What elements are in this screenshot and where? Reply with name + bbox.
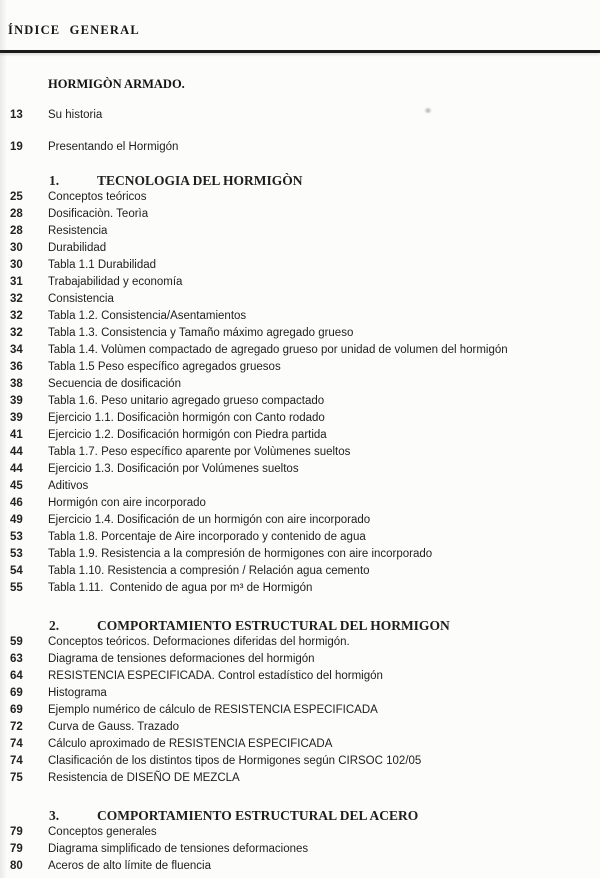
- entry-title: Resistencia de DISEÑO DE MEZCLA: [48, 772, 240, 784]
- toc-entry: [10, 824, 592, 841]
- toc-entry: [10, 393, 592, 410]
- page-number: 55: [10, 582, 23, 594]
- entry-title: Trabajabilidad y economía: [48, 276, 183, 288]
- page-number: 80: [10, 860, 23, 872]
- page-number: 64: [10, 670, 23, 682]
- page-number: 36: [10, 361, 23, 373]
- entry-title: Hormigón con aire incorporado: [48, 497, 206, 509]
- entry-title: Tabla 1.4. Volùmen compactado de agregado grueso por unidad de volumen del hormigón: [48, 344, 508, 356]
- entry-title: Tabla 1.11. Contenido de agua por m³ de Hormigón: [48, 582, 313, 594]
- toc-entry: [10, 702, 592, 719]
- page-number: 32: [10, 310, 23, 322]
- toc-entry: [10, 189, 592, 206]
- toc-entry: [10, 858, 592, 875]
- page-number: 45: [10, 480, 23, 492]
- page-number: 53: [10, 531, 23, 543]
- toc-entry: [10, 841, 592, 858]
- entry-title: Tabla 1.8. Porcentaje de Aire incorporado y contenido de agua: [48, 531, 366, 543]
- entry-title: Ejercicio 1.4. Dosificación de un hormigón con aire incorporado: [48, 514, 371, 526]
- toc-entry: [10, 206, 592, 223]
- entry-title: Conceptos teóricos: [48, 191, 147, 203]
- toc-entry: [10, 512, 592, 529]
- toc-entry: [10, 240, 592, 257]
- page-number: 34: [10, 344, 23, 356]
- entry-title: Su historia: [48, 109, 103, 121]
- page-number: 38: [10, 378, 23, 390]
- toc-entry: [10, 291, 592, 308]
- toc-entry: [10, 342, 592, 359]
- toc-entry: [10, 563, 592, 580]
- page-number: 75: [10, 772, 23, 784]
- page-number: 46: [10, 497, 23, 509]
- page-number: 31: [10, 276, 23, 288]
- toc: [0, 77, 600, 875]
- entry-title: Ejemplo numérico de cálculo de RESISTENCIA ESPECIFICADA: [48, 704, 378, 716]
- toc-entry: [10, 325, 592, 342]
- chapter-heading: [10, 617, 592, 634]
- page-number: 13: [10, 109, 23, 121]
- page-number: 28: [10, 208, 23, 220]
- entry-title: Aceros de alto límite de fluencia: [48, 860, 212, 872]
- toc-entry: [10, 634, 592, 651]
- page-header: [0, 0, 600, 38]
- toc-entry: [10, 736, 592, 753]
- page-number: 74: [10, 755, 23, 767]
- toc-entry: [10, 651, 592, 668]
- chapter-block: [10, 807, 592, 875]
- page-number: 69: [10, 704, 23, 716]
- toc-entry: [10, 770, 592, 787]
- chapter-number: 1.: [49, 173, 60, 188]
- entry-title: Tabla 1.2. Consistencia/Asentamientos: [48, 310, 247, 322]
- toc-entry: [10, 753, 592, 770]
- page-number: 79: [10, 843, 23, 855]
- entry-title: Durabilidad: [48, 242, 107, 254]
- entry-title: Consistencia: [48, 293, 114, 305]
- entry-title: Diagrama simplificado de tensiones deformaciones: [48, 843, 309, 855]
- page-number: 54: [10, 565, 23, 577]
- entry-title: Histograma: [48, 687, 107, 699]
- chapter-number: 3.: [49, 808, 60, 823]
- toc-entry: [10, 478, 592, 495]
- toc-entry: [10, 359, 592, 376]
- entry-title: Curva de Gauss. Trazado: [48, 721, 180, 733]
- entry-title: Tabla 1.9. Resistencia a la compresión de hormigones con aire incorporado: [48, 548, 433, 560]
- page-number: 49: [10, 514, 23, 526]
- toc-entry: [10, 139, 592, 156]
- chapter-block: [10, 617, 592, 787]
- page-number: 32: [10, 293, 23, 305]
- toc-entry: [10, 376, 592, 393]
- toc-entry: [10, 495, 592, 512]
- toc-entry: [10, 685, 592, 702]
- toc-entries: [10, 107, 592, 875]
- entry-title: Tabla 1.7. Peso específico aparente por Volùmenes sueltos: [48, 446, 351, 458]
- page-number: 74: [10, 738, 23, 750]
- entry-title: Tabla 1.3. Consistencia y Tamaño máximo agregado grueso: [48, 327, 354, 339]
- toc-entry: [10, 274, 592, 291]
- chapter-heading: [10, 172, 592, 189]
- page-number: 39: [10, 395, 23, 407]
- toc-entry: [10, 529, 592, 546]
- entry-title: Conceptos teóricos. Deformaciones diferidas del hormigón.: [48, 636, 350, 648]
- toc-entry: [10, 223, 592, 240]
- chapter-heading: [10, 807, 592, 824]
- chapter-title: COMPORTAMIENTO ESTRUCTURAL DEL HORMIGON: [97, 618, 450, 633]
- toc-entry: [10, 461, 592, 478]
- toc-entry: [10, 410, 592, 427]
- part-title: HORMIGÒN ARMADO.: [48, 77, 185, 91]
- entry-title: Presentando el Hormigón: [48, 141, 179, 153]
- page-number: 25: [10, 191, 23, 203]
- scan-artifact: [424, 107, 432, 114]
- toc-entry: [10, 580, 592, 597]
- page-number: 63: [10, 653, 23, 665]
- page-number: 28: [10, 225, 23, 237]
- entry-title: Conceptos generales: [48, 826, 157, 838]
- entry-title: Tabla 1.6. Peso unitario agregado grueso compactado: [48, 395, 325, 407]
- entry-title: Diagrama de tensiones deformaciones del hormigón: [48, 653, 315, 665]
- entry-title: Clasificación de los distintos tipos de Hormigones según CIRSOC 102/05: [48, 755, 422, 767]
- entry-title: Secuencia de dosificación: [48, 378, 181, 390]
- chapter-title: TECNOLOGIA DEL HORMIGÒN: [97, 173, 303, 188]
- page-number: 69: [10, 687, 23, 699]
- page-number: 53: [10, 548, 23, 560]
- chapter-title: COMPORTAMIENTO ESTRUCTURAL DEL ACERO: [97, 808, 419, 823]
- toc-entry: [10, 719, 592, 736]
- page-number: 39: [10, 412, 23, 424]
- toc-entry: [10, 427, 592, 444]
- entry-title: Dosificaciòn. Teorìa: [48, 208, 149, 220]
- entry-title: Tabla 1.1 Durabilidad: [48, 259, 157, 271]
- page-number: 72: [10, 721, 23, 733]
- entry-title: Aditivos: [48, 480, 89, 492]
- entry-title: Resistencia: [48, 225, 108, 237]
- page-number: 44: [10, 446, 23, 458]
- header-divider: [0, 50, 600, 53]
- page-number: 44: [10, 463, 23, 475]
- page-number: 30: [10, 242, 23, 254]
- page-number: 59: [10, 636, 23, 648]
- toc-entry: [10, 546, 592, 563]
- toc-entry: [10, 668, 592, 685]
- toc-entry: [10, 107, 592, 124]
- chapter-block: [10, 172, 592, 597]
- page-number: 19: [10, 141, 23, 153]
- toc-entry: [10, 444, 592, 461]
- entry-title: RESISTENCIA ESPECIFICADA. Control estadístico del hormigón: [48, 670, 383, 682]
- entry-title: Tabla 1.10. Resistencia a compresión / Relación agua cemento: [48, 565, 370, 577]
- toc-entry: [10, 308, 592, 325]
- entry-title: Ejercicio 1.1. Dosificaciòn hormigón con Canto rodado: [48, 412, 325, 424]
- page-number: 30: [10, 259, 23, 271]
- toc-entry: [10, 257, 592, 274]
- entry-title: Cálculo aproximado de RESISTENCIA ESPECIFICADA: [48, 738, 333, 750]
- entry-title: Ejercicio 1.3. Dosificación por Volúmenes sueltos: [48, 463, 299, 475]
- entry-title: Tabla 1.5 Peso específico agregados gruesos: [48, 361, 281, 373]
- entry-title: Ejercicio 1.2. Dosificación hormigón con Piedra partida: [48, 429, 327, 441]
- chapter-number: 2.: [49, 618, 60, 633]
- page-number: 32: [10, 327, 23, 339]
- page-number: 79: [10, 826, 23, 838]
- page-number: 41: [10, 429, 23, 441]
- page-header-title: ÍNDICE GENERAL: [8, 23, 140, 37]
